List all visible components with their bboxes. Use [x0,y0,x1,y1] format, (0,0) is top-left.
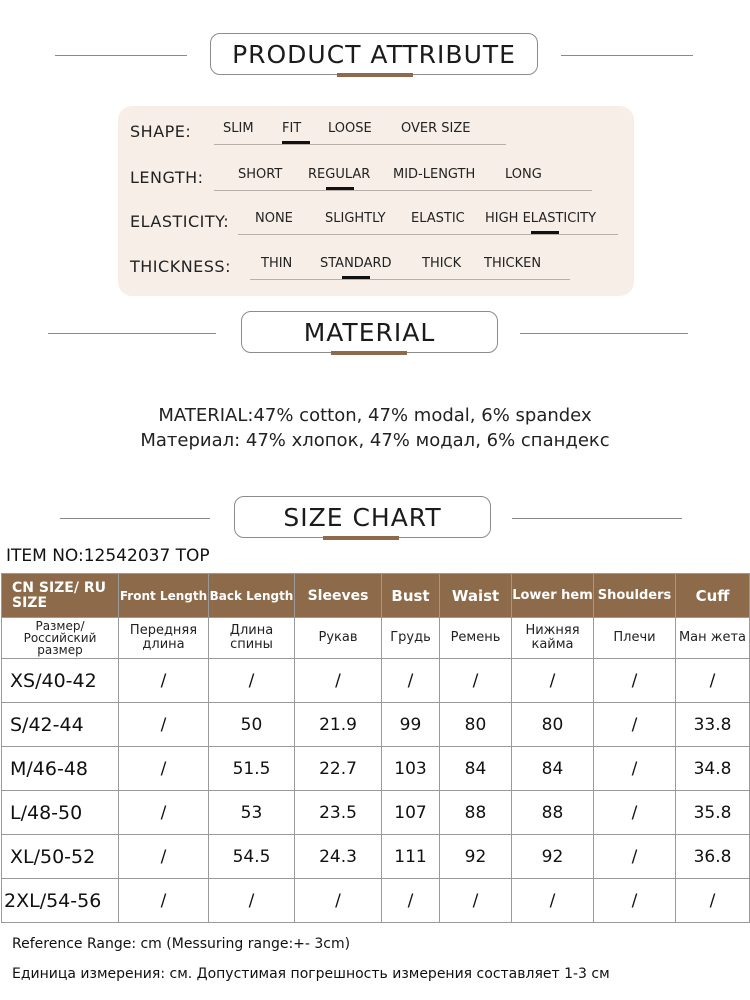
option-loose: LOOSE [328,121,372,136]
option-over-size: OVER SIZE [401,121,471,136]
table-cell: 88 [440,791,512,835]
table-cell: / [119,791,209,835]
table-cell: 80 [512,703,594,747]
table-cell: 92 [440,835,512,879]
footnote-ru: Единица измерения: см. Допустимая погрешность измерения составляет 1-3 см [12,966,610,982]
option-none: NONE [255,211,293,226]
option-high-elasticity: HIGH ELASTICITY [485,211,596,226]
footnote-en: Reference Range: cm (Messuring range:+- 3cm) [12,936,351,952]
col-header-ru: Нижняя кайма [512,618,594,659]
col-header-back-length: Back Length [209,574,295,618]
table-cell: 53 [209,791,295,835]
size-cell: L/48-50 [2,791,119,835]
table-cell: / [594,747,676,791]
col-header-front-length: Front Length [119,574,209,618]
accent-bar [323,536,399,540]
table-cell: / [295,659,382,703]
divider-left [55,55,187,56]
table-cell: 88 [512,791,594,835]
product-attribute-header [0,33,750,81]
section-title: PRODUCT ATTRIBUTE [210,33,538,75]
table-row [2,703,750,747]
attribute-rule [214,190,592,191]
table-row [2,835,750,879]
table-row [2,747,750,791]
col-header-ru: Передняя длина [119,618,209,659]
table-cell: / [594,659,676,703]
option-slim: SLIM [223,121,254,136]
table-cell: / [594,791,676,835]
divider-left [60,518,210,519]
size-cell: XL/50-52 [2,835,119,879]
col-header-ru: Грудь [382,618,440,659]
attribute-card [118,106,634,296]
table-cell: / [119,659,209,703]
table-cell: 92 [512,835,594,879]
table-cell: / [440,659,512,703]
material-line-ru: Материал: 47% хлопок, 47% модал, 6% спандекс [140,430,610,451]
size-cell: M/46-48 [2,747,119,791]
table-cell: / [382,659,440,703]
attribute-rule [238,234,618,235]
col-header-size: CN SIZE/ RU SIZE [2,574,119,618]
table-cell: 24.3 [295,835,382,879]
selected-underline [326,187,354,190]
option-thicken: THICKEN [484,256,542,271]
option-elastic: ELASTIC [411,211,465,226]
table-cell: 84 [440,747,512,791]
selected-underline [342,276,370,279]
attribute-rule [214,144,506,145]
option-thin: THIN [261,256,293,271]
material-line-en: MATERIAL:47% cotton, 47% modal, 6% spandex [158,405,592,426]
col-header-sleeves: Sleeves [295,574,382,618]
section-title: SIZE CHART [234,496,491,538]
option-mid-length: MID-LENGTH [393,167,476,182]
table-cell: / [676,879,750,923]
option-long: LONG [505,167,542,182]
option-fit: FIT [282,121,301,136]
table-cell: 84 [512,747,594,791]
size-chart-table [1,573,750,923]
table-cell: / [119,747,209,791]
table-cell: / [382,879,440,923]
table-cell: / [512,879,594,923]
col-header-ru: Длина спины [209,618,295,659]
size-cell: S/42-44 [2,703,119,747]
attribute-row-thickness [130,251,630,281]
col-header-lower-hem: Lower hem [512,574,594,618]
table-cell: 54.5 [209,835,295,879]
col-header-ru: Ман жета [676,618,750,659]
table-cell: / [119,879,209,923]
divider-right [520,333,688,334]
accent-bar [331,351,407,355]
selected-underline [531,231,559,234]
option-slightly: SLIGHTLY [325,211,386,226]
header-row-ru [2,618,750,659]
section-title: MATERIAL [241,311,498,353]
table-cell: / [209,659,295,703]
size-cell: 2XL/54-56 [2,879,119,923]
size-chart-header [0,496,750,544]
table-cell: 33.8 [676,703,750,747]
table-cell: / [594,879,676,923]
col-header-cuff: Cuff [676,574,750,618]
table-cell: 111 [382,835,440,879]
table-cell: 34.8 [676,747,750,791]
option-regular: REGULAR [308,167,370,182]
table-row [2,791,750,835]
col-header-ru: Размер/ Российский размер [2,618,119,659]
table-cell: 36.8 [676,835,750,879]
size-cell: XS/40-42 [2,659,119,703]
table-cell: 21.9 [295,703,382,747]
divider-left [48,333,216,334]
table-cell: / [512,659,594,703]
divider-right [512,518,682,519]
option-standard: STANDARD [320,256,392,271]
option-thick: THICK [422,256,462,271]
table-cell: 35.8 [676,791,750,835]
table-cell: / [594,835,676,879]
header-row-en [2,574,750,618]
col-header-bust: Bust [382,574,440,618]
attribute-rule [250,279,570,280]
divider-right [561,55,693,56]
table-cell: 22.7 [295,747,382,791]
attribute-label: ELASTICITY: [130,212,230,231]
table-cell: 107 [382,791,440,835]
table-cell: / [594,703,676,747]
col-header-ru: Плечи [594,618,676,659]
table-cell: 23.5 [295,791,382,835]
table-row [2,879,750,923]
col-header-waist: Waist [440,574,512,618]
selected-underline [282,141,310,144]
table-cell: / [676,659,750,703]
option-short: SHORT [238,167,283,182]
table-cell: 103 [382,747,440,791]
table-cell: 80 [440,703,512,747]
attribute-row-elasticity [130,206,630,236]
material-header [0,311,750,359]
table-cell: / [119,835,209,879]
table-cell: / [440,879,512,923]
table-cell: / [295,879,382,923]
attribute-row-shape [130,116,630,146]
table-cell: 50 [209,703,295,747]
col-header-shoulders: Shoulders [594,574,676,618]
table-cell: 99 [382,703,440,747]
accent-bar [337,73,413,77]
col-header-ru: Ремень [440,618,512,659]
attribute-label: THICKNESS: [130,257,231,276]
table-cell: 51.5 [209,747,295,791]
table-cell: / [209,879,295,923]
attribute-row-length [130,162,630,192]
attribute-label: SHAPE: [130,122,192,141]
table-row [2,659,750,703]
table-cell: / [119,703,209,747]
item-number: ITEM NO:12542037 TOP [6,546,210,566]
col-header-ru: Рукав [295,618,382,659]
attribute-label: LENGTH: [130,168,204,187]
